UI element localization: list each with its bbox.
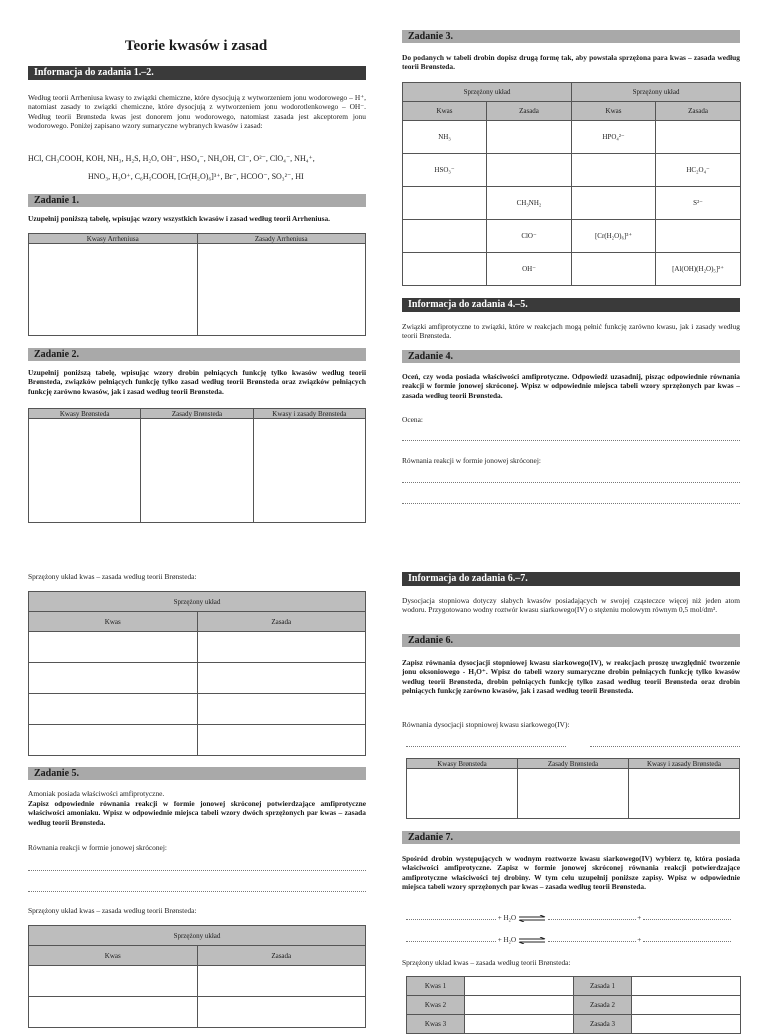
table-cell: [Al(OH)(H₂O)₅]²⁺ <box>656 253 741 286</box>
group-header: Sprzężony układ <box>29 592 366 612</box>
group-header: Sprzężony układ <box>572 83 741 102</box>
col-kwasy-arrheniusa: Kwasy Arrheniusa <box>29 234 198 244</box>
label-zasada-3: Zasada 3 <box>574 1015 632 1034</box>
plus-water: + H₂O <box>497 914 516 922</box>
page-title: Teorie kwasów i zasad <box>124 38 268 54</box>
answer-line[interactable] <box>406 941 496 942</box>
answer-line[interactable] <box>590 746 740 747</box>
equation-row-1 <box>406 914 740 923</box>
zadanie-7-header: Zadanie 7. <box>402 831 740 844</box>
conjugate-caption: Sprzężony układ kwas – zasada według teorii Brønsteda: <box>28 906 197 915</box>
conjugate-table-z4 <box>28 591 366 756</box>
answer-cell[interactable] <box>29 997 198 1028</box>
answer-cell[interactable] <box>465 977 574 996</box>
rownania-label: Równania reakcji w formie jonowej skróconej: <box>402 456 541 465</box>
answer-cell[interactable] <box>632 1015 741 1034</box>
answer-line[interactable] <box>28 870 366 871</box>
col-kwas: Kwas <box>572 102 656 121</box>
answer-line[interactable] <box>402 503 740 504</box>
answer-cell[interactable] <box>197 694 366 725</box>
conjugate-table-z3 <box>402 82 741 286</box>
plus-sign: + <box>637 936 642 944</box>
answer-cell[interactable] <box>141 419 253 523</box>
col-kwasy-bronsteda: Kwasy Brønsteda <box>29 409 141 419</box>
col-zasady-bronsteda: Zasady Brønsteda <box>141 409 253 419</box>
table-cell: CH₃NH₂ <box>487 187 572 220</box>
table-cell: HC₂O₄⁻ <box>656 154 741 187</box>
col-kwas: Kwas <box>29 946 198 966</box>
equilibrium-arrow-icon <box>518 937 546 944</box>
answer-cell[interactable] <box>572 253 656 286</box>
answer-cell[interactable] <box>29 663 198 694</box>
bronsted-table-z2 <box>28 408 366 523</box>
equilibrium-arrow-icon <box>518 915 546 922</box>
zadanie-3-header: Zadanie 3. <box>402 30 740 43</box>
zadanie-5-intro: Amoniak posiada właściwości amfiprotyczne. <box>28 789 165 798</box>
answer-cell[interactable] <box>29 419 141 523</box>
col-zasada: Zasada <box>656 102 741 121</box>
zadanie-6-header: Zadanie 6. <box>402 634 740 647</box>
zadanie-1-text: Uzupełnij poniższą tabelę, wpisując wzory wszystkich kwasów i zasad według teorii Arrheniusa. <box>28 214 330 223</box>
conjugate-caption: Sprzężony układ kwas – zasada według teorii Brønsteda: <box>402 958 571 967</box>
zadanie-2-header: Zadanie 2. <box>28 348 366 361</box>
zadanie-6-text: Zapisz równania dysocjacji stopniowej kwasu siarkowego(IV), w reakcjach proszę uwzględnić tworzenie jonu oksoniowego - H₃O⁺. Wpisz do tabeli wzory sumaryczne drobin pełniących funkcję tylko kwasów według teorii Brønsteda, drobin pełniących funkcję tylko zasad według teorii Brønsteda oraz drobin pełniących funkcję zarówno kwasów, jak i zasad według teorii Brønsteda. <box>402 658 740 696</box>
answer-cell[interactable] <box>572 187 656 220</box>
answer-cell[interactable] <box>465 996 574 1015</box>
ocena-label: Ocena: <box>402 415 423 424</box>
info-6-7-text: Dysocjacja stopniowa dotyczy słabych kwasów posiadających w swojej cząsteczce więcej niż jeden atom wodoru. Przygotowano wodny roztwór kwasu siarkowego(IV) o stężeniu molowym równym 0,5 mol/dm³. <box>402 596 740 615</box>
table-cell: ClO⁻ <box>487 220 572 253</box>
col-zasada: Zasada <box>487 102 572 121</box>
answer-cell[interactable] <box>197 997 366 1028</box>
answer-cell[interactable] <box>487 121 572 154</box>
zadanie-4-text: Oceń, czy woda posiada właściwości amfiprotyczne. Odpowiedź uzasadnij, pisząc odpowiednie równania reakcji w formie jonowej skróconej. Wpisz w odpowiednie miejsca tabeli wzory sprzężonych par kwas – zasada według teorii Brønsteda. <box>402 372 740 400</box>
group-header: Sprzężony układ <box>29 926 366 946</box>
group-header: Sprzężony układ <box>403 83 572 102</box>
label-zasada-1: Zasada 1 <box>574 977 632 996</box>
col-zasada: Zasada <box>197 946 366 966</box>
table-cell: S²⁻ <box>656 187 741 220</box>
answer-line[interactable] <box>402 440 740 441</box>
zadanie-4-header: Zadanie 4. <box>402 350 740 363</box>
answer-cell[interactable] <box>407 769 518 819</box>
answer-line[interactable] <box>548 941 636 942</box>
answer-cell[interactable] <box>632 996 741 1015</box>
zadanie-3-text: Do podanych w tabeli drobin dopisz drugą formę tak, aby powstała sprzężona para kwas – zasada według teorii Brønsteda. <box>402 53 740 72</box>
answer-cell[interactable] <box>197 663 366 694</box>
answer-line[interactable] <box>548 919 636 920</box>
label-kwas-2: Kwas 2 <box>407 996 465 1015</box>
label-kwas-3: Kwas 3 <box>407 1015 465 1034</box>
answer-cell[interactable] <box>518 769 629 819</box>
table-cell: NH₃ <box>403 121 487 154</box>
plus-water: + H₂O <box>497 936 516 944</box>
zadanie-5-header: Zadanie 5. <box>28 767 366 780</box>
info-4-5-text: Związki amfiprotyczne to związki, które w reakcjach mogą pełnić funkcję zarówno kwasu, jak i zasady według teorii Brønsteda. <box>402 322 740 341</box>
conjugate-caption: Sprzężony układ kwas – zasada według teorii Brønsteda: <box>28 572 197 581</box>
answer-line[interactable] <box>406 746 566 747</box>
table-cell: OH⁻ <box>487 253 572 286</box>
answer-cell[interactable] <box>29 632 198 663</box>
col-kwasy-bronsteda: Kwasy Brønsteda <box>407 759 518 769</box>
answer-cell[interactable] <box>197 632 366 663</box>
col-zasady-bronsteda: Zasady Brønsteda <box>518 759 629 769</box>
answer-line[interactable] <box>643 919 731 920</box>
answer-line[interactable] <box>402 482 740 483</box>
answer-cell[interactable] <box>632 977 741 996</box>
rownania-label: Równania reakcji w formie jonowej skróconej: <box>28 843 167 852</box>
label-kwas-1: Kwas 1 <box>407 977 465 996</box>
answer-cell[interactable] <box>465 1015 574 1034</box>
answer-cell[interactable] <box>572 154 656 187</box>
zadanie-7-text: Spośród drobin występujących w wodnym roztworze kwasu siarkowego(IV) wybierz tę, która posiada właściwości amfiprotyczne. Zapisz w formie jonowej skróconej równania reakcji potwierdzające amfiprotyczne właściwości tej drobiny. W tym celu uzupełnij poniższe zapisy. Wpisz w odpowiednie miejsca tabeli wzory sprzężonych par kwas – zasada według teorii Brønsteda. <box>402 854 740 892</box>
info-4-5-header: Informacja do zadania 4.–5. <box>402 298 740 312</box>
label-zasada-2: Zasada 2 <box>574 996 632 1015</box>
answer-cell[interactable] <box>656 121 741 154</box>
col-zasady-arrheniusa: Zasady Arrheniusa <box>197 234 366 244</box>
answer-cell[interactable] <box>197 966 366 997</box>
z6-sub-label: Równania dysocjacji stopniowej kwasu siarkowego(IV): <box>402 720 570 729</box>
table-cell: HSO₃⁻ <box>403 154 487 187</box>
answer-line[interactable] <box>406 919 496 920</box>
pairs-table-z7 <box>406 976 741 1034</box>
col-kwasy-i-zasady-bronsteda: Kwasy i zasady Brønsteda <box>253 409 365 419</box>
table-cell: [Cr(H₂O)₆]³⁺ <box>572 220 656 253</box>
col-kwasy-i-zasady-bronsteda: Kwasy i zasady Brønsteda <box>629 759 740 769</box>
info-6-7-header: Informacja do zadania 6.–7. <box>402 572 740 586</box>
info-1-2-header: Informacja do zadania 1.–2. <box>28 66 366 80</box>
answer-line[interactable] <box>643 941 731 942</box>
col-kwas: Kwas <box>29 612 198 632</box>
answer-cell[interactable] <box>197 244 366 336</box>
answer-cell[interactable] <box>29 725 198 756</box>
answer-cell[interactable] <box>253 419 365 523</box>
answer-cell[interactable] <box>29 966 198 997</box>
info-1-2-text: Według teorii Arrheniusa kwasy to związki chemiczne, które dysocjują z wytworzeniem jonu wodorowego – H⁺, natomiast zasady to związki chemiczne, które dysocjują z wytworzeniem jonu wodorotlenkowego – OH⁻. Według teorii Brønsteda kwas jest donorem jonu wodorowego, natomiast zasada jest akceptorem jonu wodorowego. Poniżej zapisano wzory sumaryczne wybranych kwasów i zasad: <box>28 93 366 131</box>
answer-cell[interactable] <box>487 154 572 187</box>
equation-row-2 <box>406 936 740 945</box>
answer-cell[interactable] <box>29 694 198 725</box>
answer-cell[interactable] <box>29 244 198 336</box>
zadanie-2-text: Uzupełnij poniższą tabelę, wpisując wzory drobin pełniących funkcję tylko kwasów według teorii Brønsteda, związków pełniących funkcję tylko zasad według teorii Brønsteda oraz związków pełniących funkcję zarówno kwasów, jak i zasad według teorii Brønsteda. <box>28 368 366 396</box>
col-kwas: Kwas <box>403 102 487 121</box>
formulas-line-2: HNO₃, H₃O⁺, C₆H₅COOH, [Cr(H₂O)₆]³⁺, Br⁻, HCOO⁻, SO₃²⁻, HI <box>88 172 304 181</box>
col-zasada: Zasada <box>197 612 366 632</box>
answer-cell[interactable] <box>197 725 366 756</box>
table-cell: HPO₄²⁻ <box>572 121 656 154</box>
zadanie-5-text: Zapisz odpowiednie równania reakcji w formie jonowej skróconej potwierdzające amfiprotyczne właściwości amoniaku. Wpisz w odpowiednie miejsca tabeli wzory dwóch sprzężonych par kwas – zasada według teorii Brønsteda. <box>28 799 366 827</box>
zadanie-1-header: Zadanie 1. <box>28 194 366 207</box>
arrhenius-table <box>28 233 366 336</box>
formulas-line-1: HCl, CH₃COOH, KOH, NH₃, H₂S, H₂O, OH⁻, HSO₄⁻, NH₄OH, Cl⁻, O²⁻, ClO₄⁻, NH₄⁺, <box>28 154 315 163</box>
conjugate-table-z5 <box>28 925 366 1028</box>
answer-cell[interactable] <box>403 220 487 253</box>
answer-cell[interactable] <box>656 220 741 253</box>
answer-line[interactable] <box>28 891 366 892</box>
plus-sign: + <box>637 914 642 922</box>
answer-cell[interactable] <box>629 769 740 819</box>
answer-cell[interactable] <box>403 187 487 220</box>
answer-cell[interactable] <box>403 253 487 286</box>
bronsted-table-z6 <box>406 758 740 819</box>
